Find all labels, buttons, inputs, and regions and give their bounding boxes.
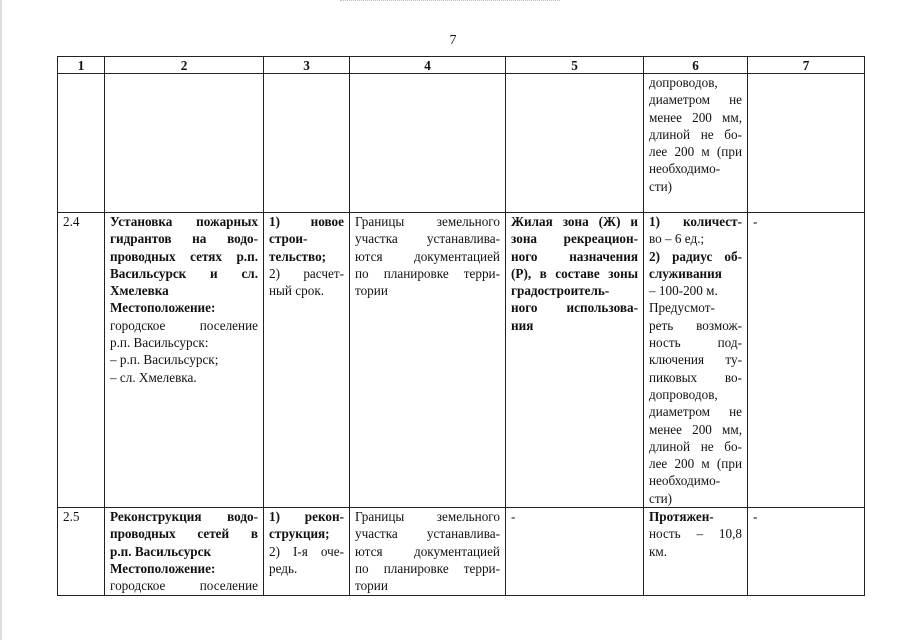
text-line: – 100-200 м.: [649, 283, 718, 299]
text-line: – р.п. Васильсурск;: [110, 352, 219, 368]
cell-notes: -: [748, 213, 865, 508]
text-line: Границы земельного: [355, 214, 500, 229]
text-line: городское поселение: [110, 578, 258, 594]
cell-status: [264, 213, 350, 508]
text-line: Васильсурск и сл.: [110, 265, 258, 281]
text-line: ются документацией: [355, 543, 500, 559]
text-line: по планировке терри-: [355, 265, 500, 281]
text-line: р.п. Васильсурск:: [110, 335, 209, 351]
cell-number: 2.5: [58, 508, 105, 595]
cell-characteristics: [644, 508, 748, 595]
text-line: менее 200 мм,: [649, 109, 742, 125]
scan-artifact: [340, 0, 560, 1]
col-header-2: 2: [105, 57, 264, 74]
text-line: по планировке терри-: [355, 560, 500, 576]
text-line: длиной не бо-: [649, 126, 742, 142]
text-line: длиной не бо-: [649, 438, 742, 454]
text-line: Жилая зона (Ж) и: [511, 214, 638, 229]
text-line: проводных сетях р.п.: [110, 248, 258, 264]
text-line: Протяжен-: [649, 509, 714, 525]
text-line: пиковых во-: [649, 369, 742, 385]
table-row-2-4: [58, 213, 865, 508]
col-header-4: 4: [350, 57, 506, 74]
text-line: необходимо-: [649, 161, 721, 177]
text-line: ный срок.: [269, 283, 325, 299]
cell-status: [264, 74, 350, 213]
col-header-1: 1: [58, 57, 105, 74]
cell-object: [105, 74, 264, 213]
document-table: [57, 56, 865, 596]
text-line: Границы земельного: [355, 509, 500, 525]
text-line: Местоположение:: [110, 560, 216, 576]
cell-zone: [506, 508, 644, 595]
text-line: диаметром не: [649, 92, 742, 108]
cell-boundaries: [350, 74, 506, 213]
cell-characteristics: [644, 74, 748, 213]
scan-edge: [0, 0, 2, 640]
text-line: ность под-: [649, 335, 742, 351]
text-line: тельство;: [269, 248, 327, 264]
text-line: Реконструкция водо-: [110, 509, 258, 525]
text-line: ного использова-: [511, 300, 638, 316]
text-line: городское поселение: [110, 317, 258, 333]
cell-status: [264, 508, 350, 595]
cell-object: [105, 508, 264, 595]
cell-object: [105, 213, 264, 508]
text-line: 1) количест-: [649, 214, 742, 229]
cell-notes: -: [748, 508, 865, 595]
text-line: градостроитель-: [511, 283, 610, 299]
cell-notes: [748, 74, 865, 213]
text-line: -: [511, 509, 516, 525]
table-row-2-5: [58, 508, 865, 595]
text-line: Предусмот-: [649, 300, 715, 316]
cell-number: 2.4: [58, 213, 105, 508]
text-line: лее 200 м (при: [649, 456, 742, 472]
text-line: диаметром не: [649, 404, 742, 420]
cell-boundaries: [350, 213, 506, 508]
col-header-3: 3: [264, 57, 350, 74]
text-line: 2) радиус об-: [649, 248, 742, 264]
text-line: необходимо-: [649, 473, 721, 489]
text-line: Хмелевка: [110, 283, 169, 299]
text-line: ного назначения: [511, 248, 638, 264]
text-line: 2) расчет-: [269, 265, 344, 281]
text-line: строи-: [269, 231, 308, 247]
text-line: сти): [649, 178, 673, 194]
text-line: реть возмож-: [649, 317, 742, 333]
text-line: ются документацией: [355, 248, 500, 264]
text-line: 1) новое: [269, 214, 344, 229]
cell-number: [58, 74, 105, 213]
text-line: Местоположение:: [110, 300, 216, 316]
text-line: зона рекреацион-: [511, 231, 638, 247]
text-line: тории: [355, 283, 388, 299]
text-line: допроводов,: [649, 386, 718, 402]
text-line: лее 200 м (при: [649, 144, 742, 160]
cell-zone: [506, 74, 644, 213]
text-line: сти): [649, 490, 673, 506]
text-line: струкция;: [269, 526, 330, 542]
text-line: служивания: [649, 265, 722, 281]
header-row: [58, 57, 865, 74]
text-line: км.: [649, 543, 668, 559]
text-line: участка устанавлива-: [355, 526, 500, 542]
text-line: 2) I-я оче-: [269, 543, 344, 559]
text-line: тории: [355, 578, 388, 594]
page-number: 7: [449, 33, 457, 48]
text-line: гидрантов на водо-: [110, 231, 258, 247]
text-line: редь.: [269, 560, 298, 576]
col-header-6: 6: [644, 57, 748, 74]
table-row-continuation: [58, 74, 865, 213]
text-line: р.п. Васильсурск: [110, 543, 212, 559]
col-header-5: 5: [506, 57, 644, 74]
text-line: ния: [511, 317, 534, 333]
text-line: – сл. Хмелевка.: [110, 369, 197, 385]
cell-characteristics: [644, 213, 748, 508]
text-line: участка устанавлива-: [355, 231, 500, 247]
text-line: ключения ту-: [649, 352, 742, 368]
text-line: (Р), в составе зоны: [511, 265, 638, 281]
text-line: проводных сетей в: [110, 526, 258, 542]
cell-zone: [506, 213, 644, 508]
col-header-7: 7: [748, 57, 865, 74]
cell-boundaries: [350, 508, 506, 595]
text-line: Установка пожарных: [110, 214, 258, 229]
text-line: ность – 10,8: [649, 526, 742, 542]
text-line: менее 200 мм,: [649, 421, 742, 437]
text-line: 1) рекон-: [269, 509, 344, 525]
text-line: во – 6 ед.;: [649, 231, 705, 247]
text-line: допроводов,: [649, 75, 718, 90]
